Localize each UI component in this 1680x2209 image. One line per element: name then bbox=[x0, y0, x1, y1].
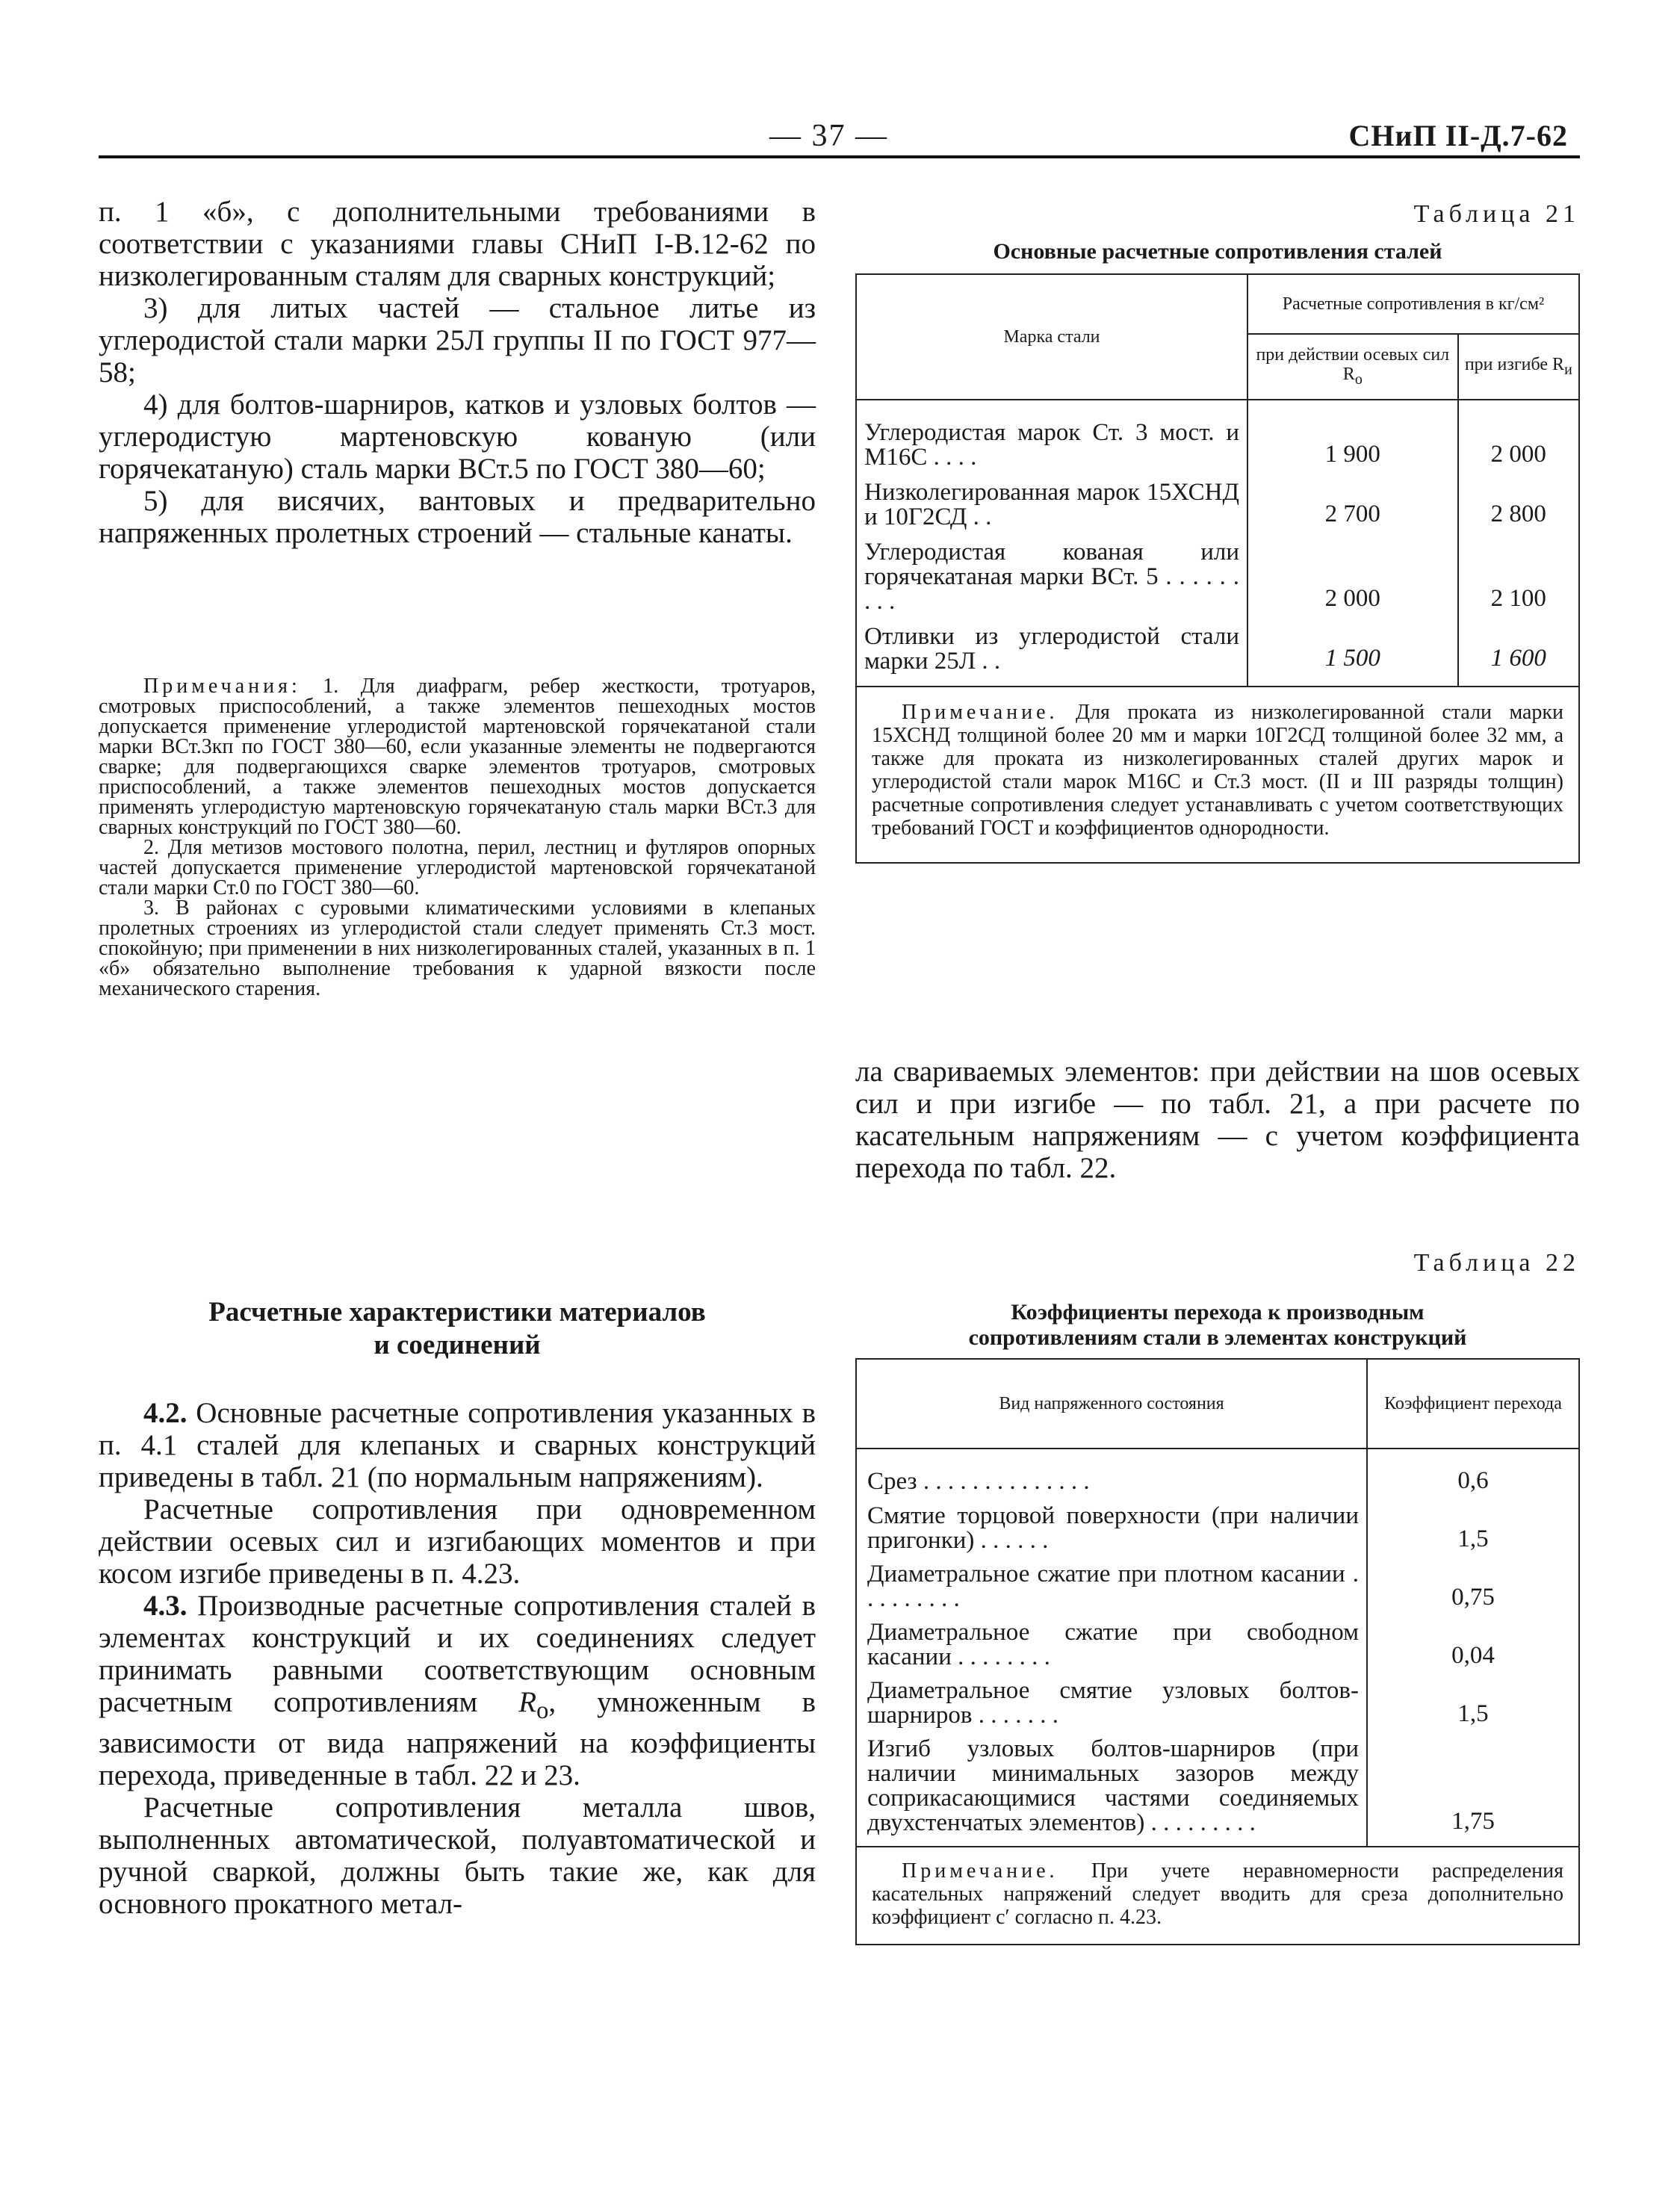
state-cell: Смятие торцовой поверхности (при наличии пригонки) . . . . . . bbox=[856, 1502, 1367, 1561]
state-cell: Диаметральное сжатие при свободном касании . . . . . . . . bbox=[856, 1619, 1367, 1677]
coefficient-value: 1,5 bbox=[1457, 1525, 1489, 1552]
left-notes bbox=[99, 676, 816, 999]
right-paragraph-block bbox=[855, 1056, 1580, 1184]
table-22-title-line-1: Коэффициенты перехода к производным bbox=[1011, 1300, 1425, 1325]
note-2: 2. Для метизов мостового полотна, перил, лестниц и футляров опорных частей допускается применение углеродистой мартеновской горячекатаной стали марки Ст.0 по ГОСТ 380—60. bbox=[99, 836, 816, 899]
bend-value: 2 100 bbox=[1490, 585, 1546, 612]
paragraph-4-3-text-b: , умноженным в зависимости от вида напряжений на коэффициенты перехода, приведенные в табл. 22 и 23. bbox=[99, 1686, 816, 1791]
notes-label: Примечания: bbox=[143, 675, 301, 698]
state-cell: Диаметральное сжатие при плотном касании . . . . . . . . . bbox=[856, 1561, 1367, 1619]
note-3: 3. В районах с суровыми климатическими условиями в клепаных пролетных строениях из углеродистой стали следует применять Ст.3 мост. спокойную; при применении в них низколегированных сталей, указанных в п. 1 «б» обязательно выполнение требования к ударной вязкости после механического старения. bbox=[99, 896, 816, 1000]
column-header-bend bbox=[1458, 334, 1579, 400]
state-cell: Изгиб узловых болтов-шарниров (при наличии минимальных зазоров между соприкасающимися частями соединяемых двухстенчатых элементов) . . . . . . . . . bbox=[856, 1735, 1367, 1847]
bend-value: 1 600 bbox=[1490, 645, 1546, 672]
section-heading bbox=[99, 1296, 816, 1362]
table-row bbox=[856, 477, 1579, 537]
column-header-axial-sub: о bbox=[1354, 371, 1363, 388]
column-header-coefficient: Коэффициент перехода bbox=[1367, 1359, 1579, 1449]
column-header-grade: Марка стали bbox=[856, 274, 1247, 400]
table-row bbox=[856, 1619, 1579, 1677]
paragraph-4-3-c: Расчетные сопротивления металла швов, выполненных автоматической, полуавтоматической и ручной сваркой, должны быть такие же, как для основного прокатного метал- bbox=[99, 1791, 816, 1920]
coefficient-value: 0,75 bbox=[1451, 1584, 1495, 1611]
right-paragraph: ла свариваемых элементов: при действии на шов осевых сил и при изгибе — по табл. 21, а при расчете по касательным напряжениям — с учетом коэффициента перехода по табл. 22. bbox=[855, 1056, 1580, 1184]
table-21-caption: Таблица 21 bbox=[1413, 200, 1580, 228]
table-22 bbox=[855, 1358, 1580, 1945]
table-22-note-cell bbox=[856, 1847, 1579, 1945]
paragraph-4-2-text: Основные расчетные сопротивления указанных в п. 4.1 сталей для клепаных и сварных конструкций приведены в табл. 21 (по нормальным напряжениям). bbox=[99, 1397, 816, 1493]
note-1 bbox=[99, 676, 816, 837]
page-number: — 37 — bbox=[769, 119, 888, 153]
list-item-3: 3) для литых частей — стальное литье из углеродистой стали марки 25Л группы II по ГОСТ 977—58; bbox=[99, 292, 816, 388]
table-22-note-text: При учете неравномерности распределения касательных напряжений следует вводить для среза дополнительно коэффициент c′ согласно п. 4.23. bbox=[872, 1859, 1563, 1929]
table-22-note bbox=[872, 1859, 1563, 1929]
column-header-bend-sub: и bbox=[1564, 361, 1572, 378]
paragraph-4-3-text-a: Производные расчетные сопротивления сталей в элементах конструкций и их соединениях следует принимать равными соответствующим основным расчетным сопротивлениям bbox=[99, 1590, 816, 1718]
paragraph-4-2-b: Расчетные сопротивления при одновременном действии осевых сил и изгибающих моментов и при косом изгибе приведены в п. 4.23. bbox=[99, 1493, 816, 1590]
column-header-state: Вид напряженного состояния bbox=[856, 1359, 1367, 1449]
axial-value: 2 700 bbox=[1247, 477, 1458, 537]
table-row bbox=[856, 1561, 1579, 1619]
axial-value: 2 000 bbox=[1247, 537, 1458, 622]
table-22-caption: Таблица 22 bbox=[1413, 1249, 1580, 1277]
table-row bbox=[856, 1735, 1579, 1847]
left-column-top bbox=[99, 196, 816, 549]
table-21-note-cell bbox=[856, 687, 1579, 863]
table-21-block bbox=[855, 200, 1580, 864]
list-item-4: 4) для болтов-шарниров, катков и узловых болтов — углеродистую мартеновскую кованую (или горячекатаную) сталь марки ВСт.5 по ГОСТ 380—60; bbox=[99, 388, 816, 485]
axial-value: 1 500 bbox=[1247, 622, 1458, 687]
grade-cell: Углеродистая кованая или горячекатаная марки ВСт. 5 . . . . . . . . . bbox=[856, 537, 1247, 622]
axial-value: 1 900 bbox=[1247, 418, 1458, 477]
state-cell: Диаметральное смятие узловых болтов-шарниров . . . . . . . bbox=[856, 1677, 1367, 1735]
note-1-text: 1. Для диафрагм, ребер жесткости, тротуаров, смотровых приспособлений, а также элементов пешеходных мостов допускается применение углеродистой мартеновской горячекатаной стали марки ВСт.3кп по ГОСТ 380—60, если указанные элементы не подвергаются сварке; для подвергающихся сварке элементов тротуаров, смотровых приспособлений, а также элементов пешеходных мостов допускается применять углеродистую мартеновскую горячекатаную сталь марки ВСт.3 для сварных конструкций по ГОСТ 380—60. bbox=[99, 675, 816, 839]
table-row bbox=[856, 1677, 1579, 1735]
grade-cell: Углеродистая марок Ст. 3 мост. и М16С . . . . bbox=[856, 418, 1247, 477]
table-row bbox=[856, 537, 1579, 622]
table-row bbox=[856, 622, 1579, 687]
clause-number-4-3: 4.3. bbox=[143, 1590, 187, 1622]
column-header-bend-text: при изгибе R bbox=[1464, 354, 1565, 374]
table-22-block bbox=[855, 1249, 1580, 1945]
symbol-r-sub: о bbox=[536, 1697, 549, 1724]
coefficient-value: 1,5 bbox=[1457, 1700, 1489, 1727]
table-row bbox=[856, 1466, 1579, 1502]
table-22-note-label: Примечание. bbox=[902, 1859, 1058, 1883]
table-22-title-line-2: сопротивлениям стали в элементах конструкций bbox=[968, 1325, 1467, 1350]
header-rule bbox=[99, 155, 1580, 158]
table-21-note-label: Примечание. bbox=[902, 701, 1058, 724]
bend-value: 2 800 bbox=[1490, 501, 1546, 527]
table-21-note bbox=[872, 701, 1563, 840]
table-21-note-text: Для проката из низколегированной стали марки 15ХСНД толщиной более 20 мм и марки 10Г2СД толщиной более 32 мм, а также для проката из низколегированных сталей других марок и углеродистой стали марок М16С и Ст.3 мост. (II и III разряды толщин) расчетные сопротивления следует устанавливать с учетом соответствующих требований ГОСТ и коэффициентов однородности. bbox=[872, 701, 1563, 840]
section-title-line-2: и соединений bbox=[373, 1330, 541, 1360]
bend-value: 2 000 bbox=[1490, 441, 1546, 468]
symbol-r: R bbox=[518, 1686, 537, 1718]
state-cell: Срез . . . . . . . . . . . . . . bbox=[856, 1466, 1367, 1502]
table-row bbox=[856, 418, 1579, 477]
paragraph-4-3 bbox=[99, 1590, 816, 1791]
coefficient-value: 0,04 bbox=[1451, 1642, 1495, 1669]
list-item-5: 5) для висячих, вантовых и предварительно напряженных пролетных строений — стальные канаты. bbox=[99, 485, 816, 549]
table-row bbox=[856, 1502, 1579, 1561]
column-header-axial-text: при действии осевых сил R bbox=[1256, 344, 1450, 384]
coefficient-value: 0,6 bbox=[1457, 1467, 1489, 1494]
coefficient-value: 1,75 bbox=[1451, 1808, 1495, 1835]
section-title-line-1: Расчетные характеристики материалов bbox=[208, 1297, 706, 1327]
table-21-title: Основные расчетные сопротивления сталей bbox=[993, 239, 1442, 264]
left-column-body bbox=[99, 1397, 816, 1920]
column-header-axial bbox=[1247, 334, 1458, 400]
paragraph-4-2 bbox=[99, 1397, 816, 1493]
clause-number-4-2: 4.2. bbox=[143, 1397, 187, 1429]
grade-cell: Низколегированная марок 15ХСНД и 10Г2СД . . bbox=[856, 477, 1247, 537]
table-21 bbox=[855, 273, 1580, 864]
grade-cell: Отливки из углеродистой стали марки 25Л . . bbox=[856, 622, 1247, 687]
column-header-group: Расчетные сопротивления в кг/см² bbox=[1247, 274, 1579, 334]
document-code: СНиП II-Д.7-62 bbox=[1348, 119, 1568, 152]
paragraph-continuation: п. 1 «б», с дополнительными требованиями в соответствии с указаниями главы СНиП I-В.12-62 по низколегированным сталям для сварных конструкций; bbox=[99, 196, 816, 292]
